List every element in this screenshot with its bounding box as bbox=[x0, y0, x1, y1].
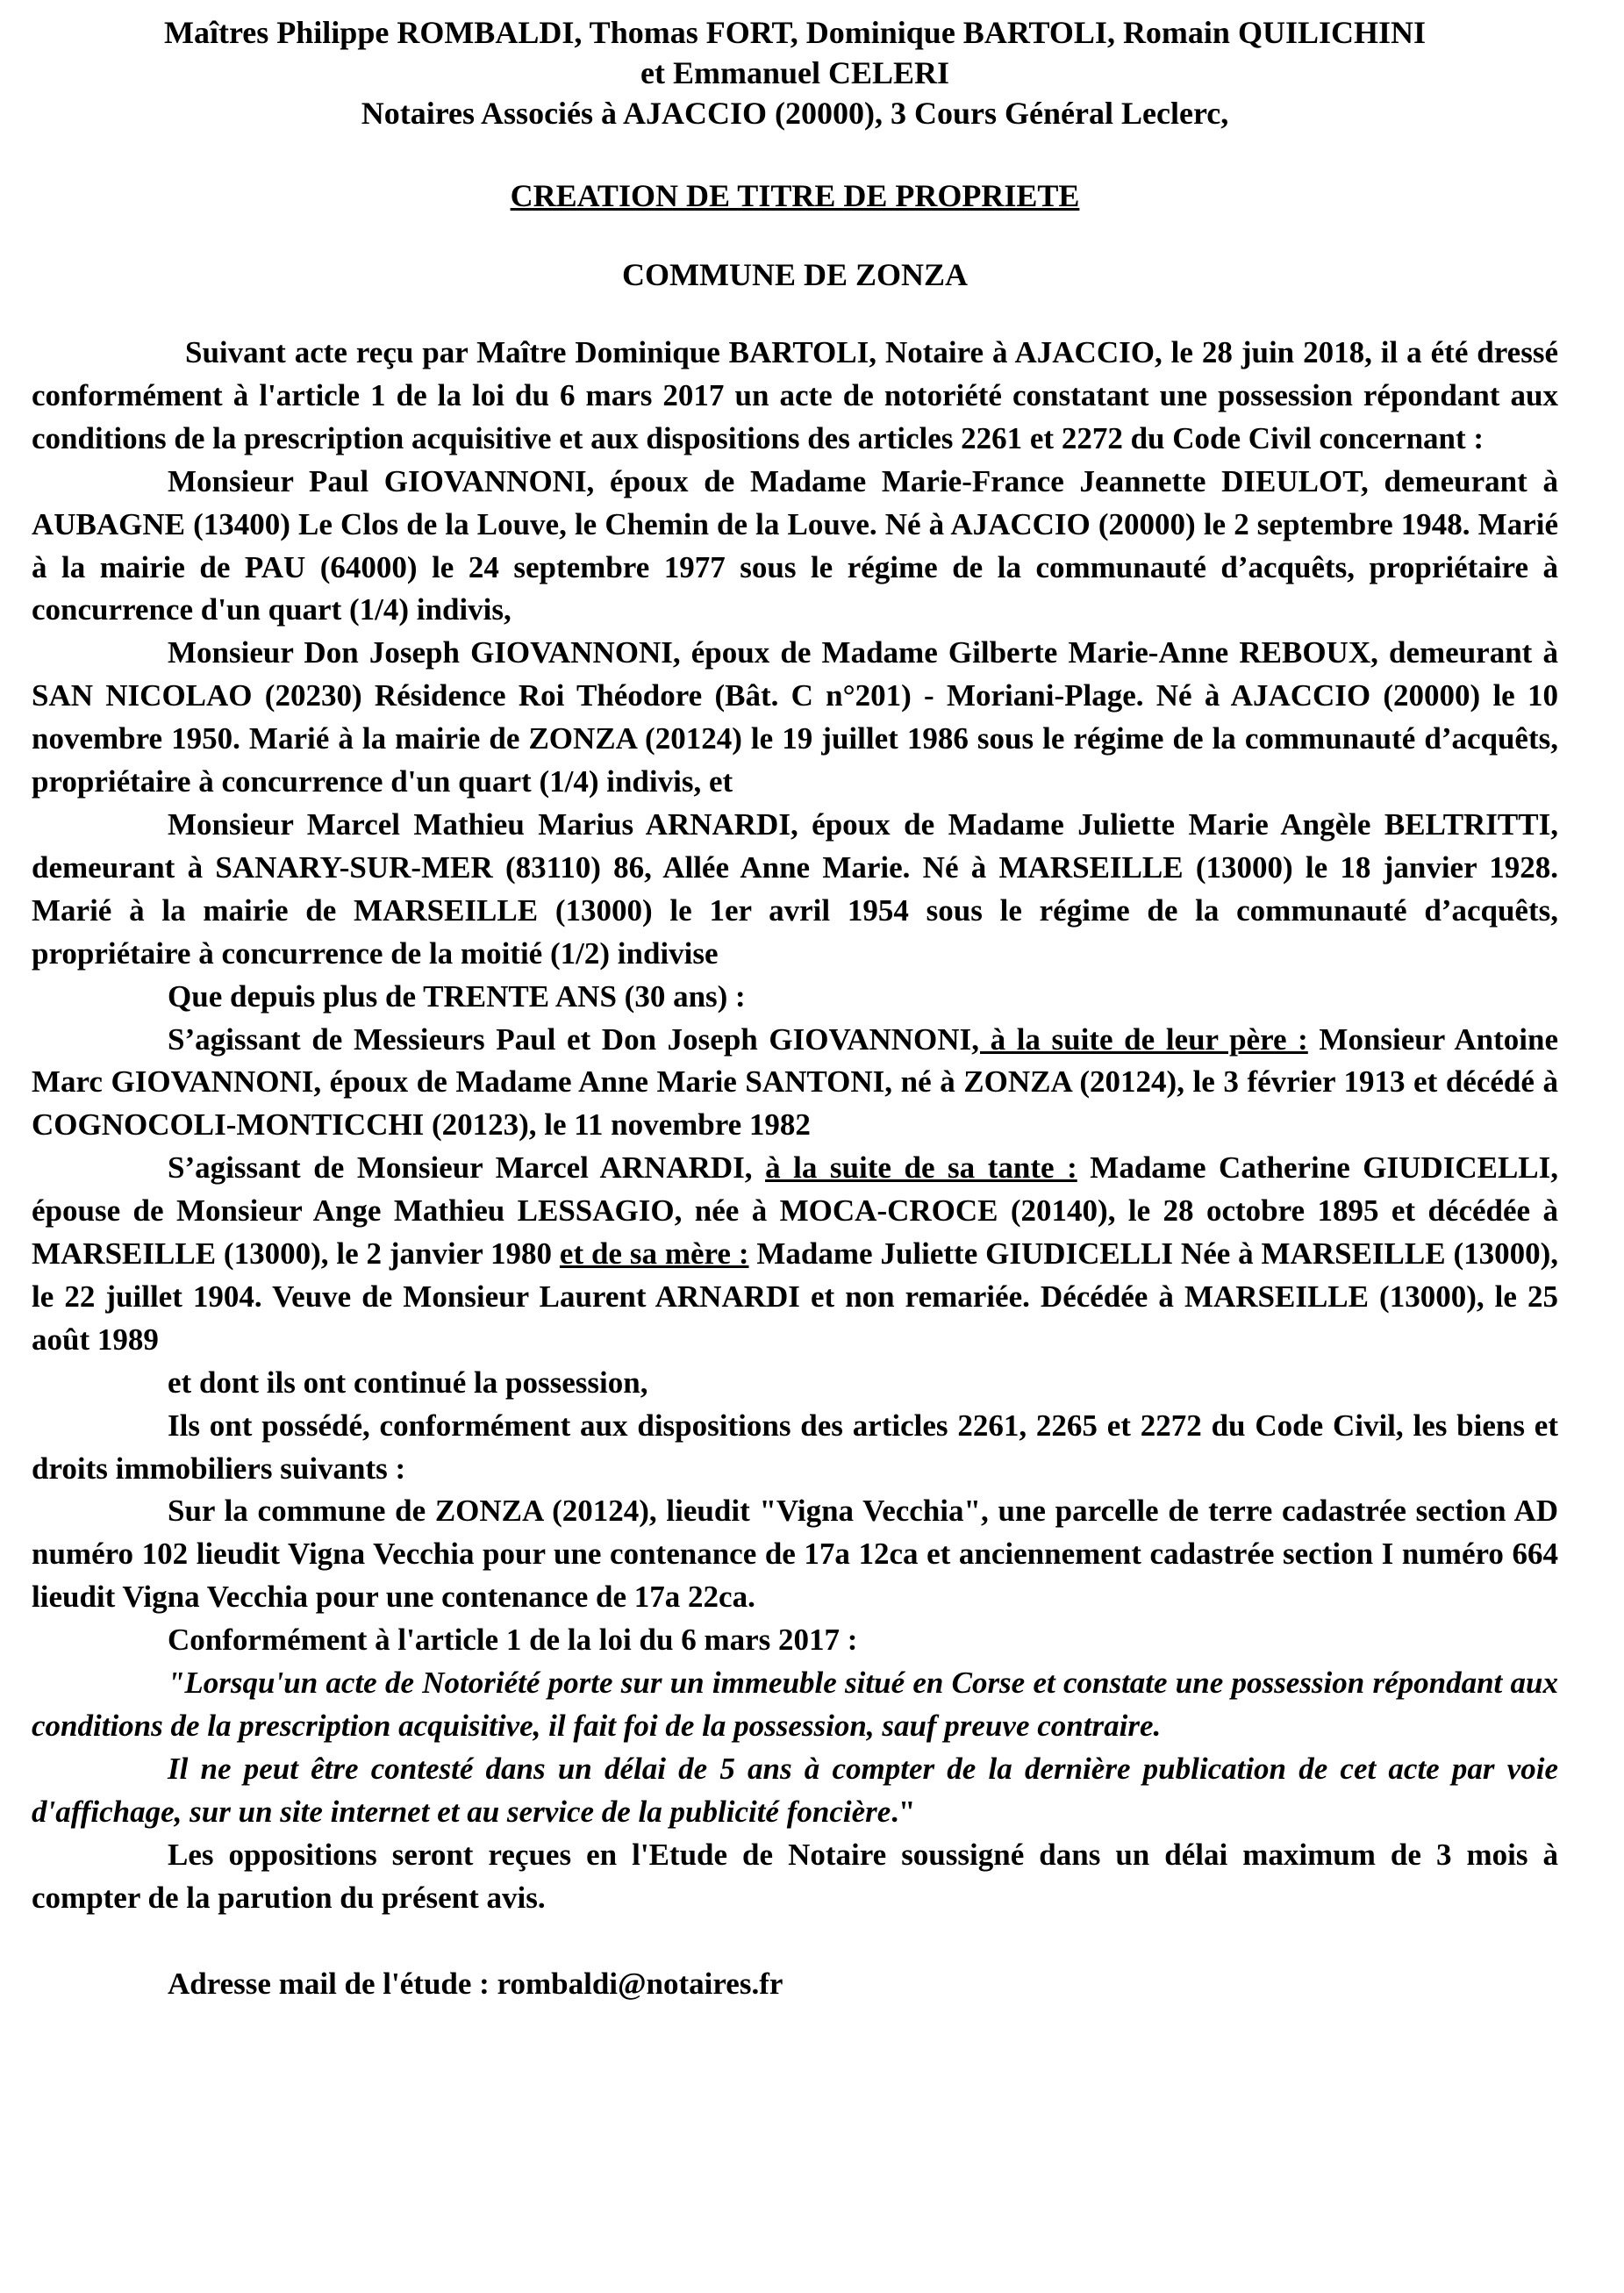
office-email: Adresse mail de l'étude : rombaldi@notaires.fr bbox=[168, 1966, 783, 2001]
law-quote-paragraph-1: "Lorsqu'un acte de Notoriété porte sur un immeuble situé en Corse et constate une possession répondant aux conditions de la prescription acquisitive, il fait foi de la possession, sauf preuve contraire. bbox=[32, 1666, 1558, 1743]
notice-title: CREATION DE TITRE DE PROPRIETE bbox=[510, 178, 1080, 213]
giovannoni-lineage-text-a: S’agissant de Messieurs Paul et Don Joseph GIOVANNONI bbox=[168, 1021, 972, 1057]
header-line-2: et Emmanuel CELERI bbox=[640, 55, 950, 90]
header-line-1: Maîtres Philippe ROMBALDI, Thomas FORT, Dominique BARTOLI, Romain QUILICHINI bbox=[164, 15, 1426, 50]
oppositions-paragraph: Les oppositions seront reçues en l'Etude de Notaire soussigné dans un délai maximum de 3 mois à compter de la parution du présent avis. bbox=[32, 1837, 1558, 1915]
notary-header bbox=[32, 12, 1558, 133]
owner-paragraph-3: Monsieur Marcel Mathieu Marius ARNARDI, époux de Madame Juliette Marie Angèle BELTRITTI, demeurant à SANARY-SUR-MER (83110) 86, Allée Anne Marie. Né à MARSEILLE (13000) le 18 janvier 1928. Marié à la mairie de MARSEILLE (13000) le 1er avril 1954 sous le régime de la communauté d’acquêts, propriétaire à concurrence de la moitié (1/2) indivise bbox=[32, 806, 1558, 971]
law-quote-closing: ." bbox=[891, 1794, 916, 1829]
law-quote-text: Il ne peut être contesté dans un délai de 5 ans à compter de la dernière publication de cet acte par voie d'affichage, sur un site internet et au service de la publicité foncière bbox=[32, 1751, 1558, 1829]
law-intro-paragraph: Conformément à l'article 1 de la loi du 6 mars 2017 : bbox=[168, 1623, 858, 1658]
notice-page bbox=[32, 0, 1558, 2005]
arnardi-lineage-text-c: Madame Juliette GIUDICELLI Née à MARSEILLE (13000), le 22 juillet 1904. Veuve de Monsieur Laurent ARNARDI et non remariée. Décédée à MARSEILLE (13000), le 25 août 1989 bbox=[32, 1236, 1559, 1357]
notice-subtitle: COMMUNE DE ZONZA bbox=[622, 257, 968, 292]
duration-paragraph: Que depuis plus de TRENTE ANS (30 ans) : bbox=[168, 978, 746, 1014]
intro-paragraph: Suivant acte reçu par Maître Dominique BARTOLI, Notaire à AJACCIO, le 28 juin 2018, il a été dressé conformément à l'article 1 de la loi du 6 mars 2017 un acte de notoriété constatant une possession répondant aux conditions de la prescription acquisitive et aux dispositions des articles 2261 et 2272 du Code Civil concernant : bbox=[32, 335, 1558, 455]
owner-paragraph-2: Monsieur Don Joseph GIOVANNONI, époux de Madame Gilberte Marie-Anne REBOUX, demeurant à SAN NICOLAO (20230) Résidence Roi Théodore (Bât. C n°201) - Moriani-Plage. Né à AJACCIO (20000) le 10 novembre 1950. Marié à la mairie de ZONZA (20124) le 19 juillet 1986 sous le régime de la communauté d’acquêts, propriétaire à concurrence d'un quart (1/4) indivis, et bbox=[32, 635, 1558, 799]
arnardi-lineage-text-a: S’agissant de Monsieur Marcel ARNARDI, bbox=[168, 1150, 766, 1186]
giovannoni-lineage-text-b: Monsieur Antoine Marc GIOVANNONI, époux de Madame Anne Marie SANTONI, né à ZONZA (20124), le 3 février 1913 et décédé à COGNOCOLI-MONTICCHI (20123), le 11 novembre 1982 bbox=[32, 1021, 1558, 1143]
giovannoni-lineage-underlined: , à la suite de leur père : bbox=[971, 1021, 1308, 1057]
arnardi-lineage-underlined-1: à la suite de sa tante : bbox=[765, 1150, 1077, 1186]
header-line-3: Notaires Associés à AJACCIO (20000), 3 Cours Général Leclerc, bbox=[361, 96, 1229, 131]
parcel-paragraph: Sur la commune de ZONZA (20124), lieudit "Vigna Vecchia", une parcelle de terre cadastrée section AD numéro 102 lieudit Vigna Vecchia pour une contenance de 17a 12ca et anciennement cadastrée section I numéro 664 lieudit Vigna Vecchia pour une contenance de 17a 22ca. bbox=[32, 1494, 1558, 1615]
arnardi-lineage-text-b: Madame Catherine GIUDICELLI, épouse de Monsieur Ange Mathieu LESSAGIO, née à MOCA-CROCE (20140), le 28 octobre 1895 et décédée à MARSEILLE (13000), le 2 janvier 1980 bbox=[32, 1150, 1559, 1272]
owner-paragraph-1: Monsieur Paul GIOVANNONI, époux de Madame Marie-France Jeannette DIEULOT, demeurant à AUBAGNE (13400) Le Clos de la Louve, le Chemin de la Louve. Né à AJACCIO (20000) le 2 septembre 1948. Marié à la mairie de PAU (64000) le 24 septembre 1977 sous le régime de la communauté d’acquêts, propriétaire à concurrence d'un quart (1/4) indivis, bbox=[32, 463, 1558, 627]
continued-paragraph: et dont ils ont continué la possession, bbox=[168, 1365, 648, 1400]
arnardi-lineage-paragraph bbox=[32, 1147, 1558, 1362]
possessed-paragraph: Ils ont possédé, conformément aux dispositions des articles 2261, 2265 et 2272 du Code Civil, les biens et droits immobiliers suivants : bbox=[32, 1408, 1558, 1486]
giovannoni-lineage-paragraph bbox=[32, 1019, 1558, 1148]
blank-line bbox=[32, 1920, 1558, 1963]
law-quote-paragraph-2 bbox=[32, 1748, 1558, 1834]
notice-body bbox=[32, 332, 1558, 2005]
arnardi-lineage-underlined-2: et de sa mère : bbox=[559, 1236, 749, 1272]
